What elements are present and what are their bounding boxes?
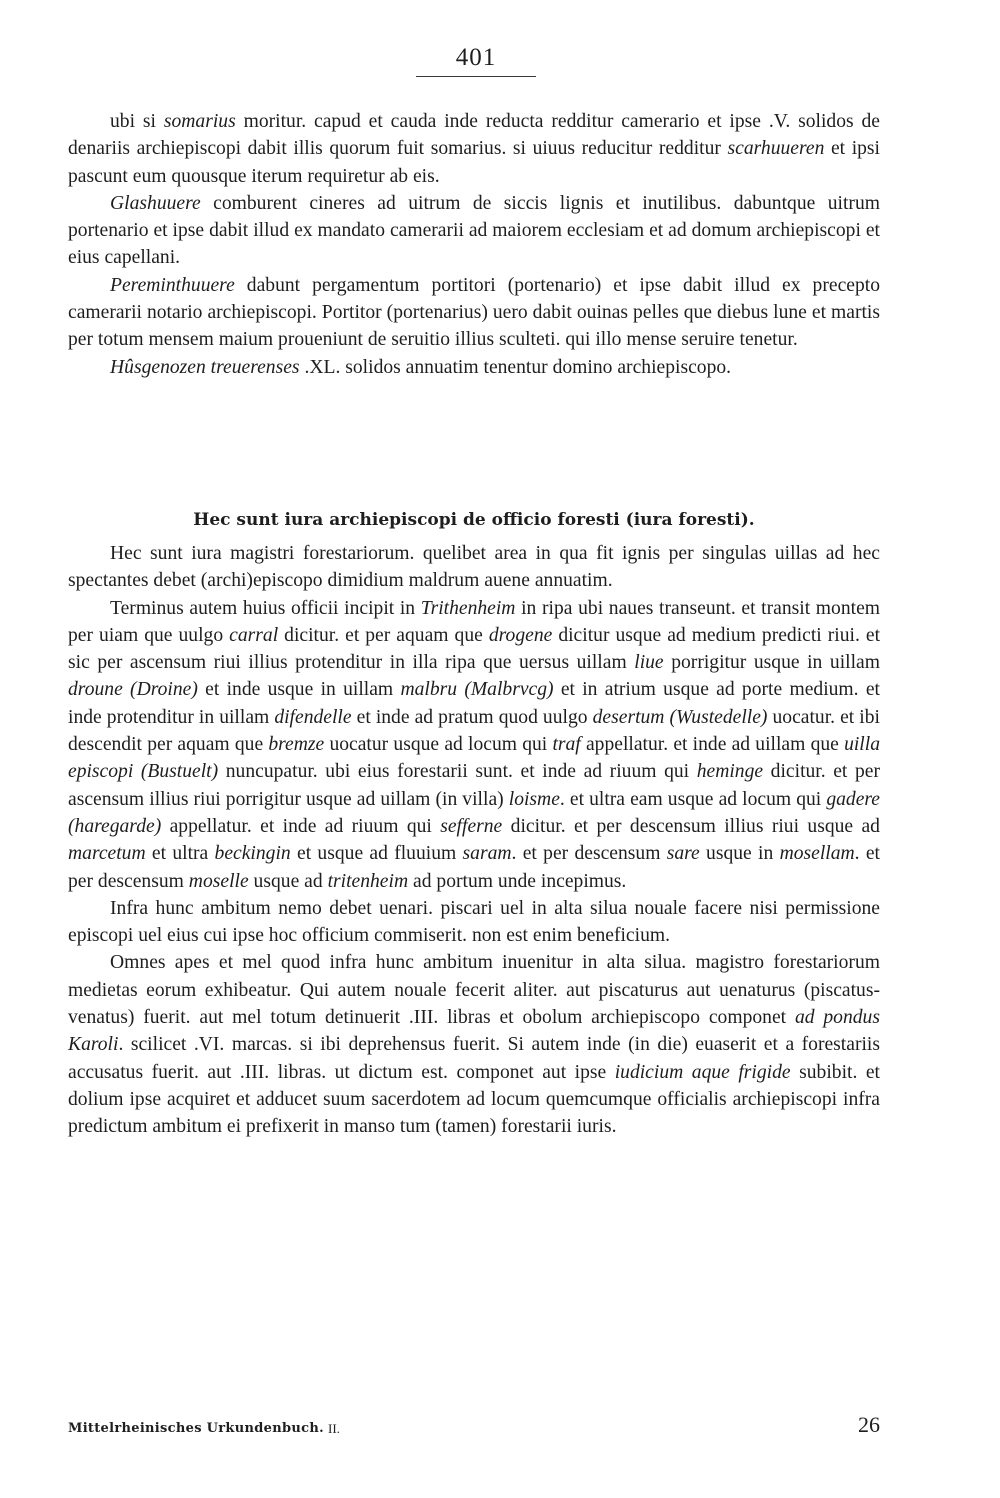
italic-term: somarius	[163, 111, 236, 132]
text-run: appellatur. et inde ad uillam que	[580, 734, 845, 756]
italic-term: Trithenheim	[420, 597, 516, 619]
italic-term: sare	[666, 843, 700, 865]
text-run: et usque ad fluuium	[290, 843, 463, 865]
italic-term: Glashuuere	[110, 192, 201, 214]
italic-term: mosellam	[779, 843, 855, 865]
page-number: 401	[455, 44, 497, 71]
text-run: in ripa ubi naues transeunt. et transit montem per uiam que uulgo	[68, 597, 881, 646]
paragraph	[68, 895, 880, 950]
italic-term: malbru (Malbrvcg)	[400, 679, 554, 701]
italic-term: beckingin	[214, 843, 291, 865]
text-run: ad portum unde incepimus.	[408, 870, 627, 892]
italic-term: tritenheim	[327, 870, 409, 892]
paragraph	[68, 272, 880, 354]
text-run: nuncupatur. ubi eius forestarii sunt. et inde ad riuum qui	[218, 761, 697, 783]
text-run: dicitur. et per aquam que	[278, 624, 489, 646]
text-run: dicitur usque ad medium predicti riui. et sic per ascensum riui illius protenditur in illa ripa que uersus uillam	[68, 624, 881, 674]
text-run: .XL. solidos annuatim tenentur domino archiepiscopo.	[299, 356, 732, 378]
italic-term: Pereminthuuere	[110, 274, 235, 296]
text-block-top	[68, 108, 880, 381]
italic-term: heminge	[696, 761, 764, 783]
text-run: uocatur. et ibi descendit per aquam que	[68, 706, 880, 756]
text-block-bottom	[68, 540, 880, 1141]
italic-term: desertum (Wustedelle)	[592, 706, 768, 728]
text-run: appellatur. et inde ad riuum qui	[161, 815, 441, 837]
text-run: . et per descensum	[511, 843, 667, 865]
italic-term: Hûsgenozen treuerenses	[110, 356, 300, 378]
italic-term: difendelle	[274, 706, 352, 728]
text-run: dabunt pergamentum portitori (portenario) et ipse dabit illud ex precepto camerarii notario archiepiscopi. Portitor (portenarius) uero dabit ouinas pelles que diebus lune et martis per totum mensem maium proueniunt de seruitio illius sculteti. qui illo mense seruire tenetur.	[68, 274, 880, 351]
italic-term: scarhuueren	[727, 138, 825, 160]
italic-term: moselle	[188, 870, 249, 892]
text-run: moritur. capud et cauda inde reducta redditur camerario et ipse .V. solidos de denariis archiepiscopi dabit illis quorum fuit somarius. si uiuus reducitur redditur	[68, 111, 881, 160]
italic-term: carral	[229, 624, 279, 646]
footer-volume: II.	[328, 1421, 340, 1436]
italic-term: uilla episcopi (Bustuelt)	[68, 734, 880, 783]
italic-term: saram	[462, 843, 512, 865]
text-run: . et per descensum	[68, 843, 880, 892]
italic-term: sefferne	[440, 815, 503, 837]
text-run: et inde ad pratum quod uulgo	[351, 706, 593, 728]
paragraph	[68, 354, 880, 381]
text-run: Omnes apes et mel quod infra hunc ambitum inuenitur in alta silua. magistro forestariorum medietas eorum exhibeatur. Qui autem nouale fecerit aliter. aut piscaturus aut uenaturus (piscatus-venatus) fuerit. aut mel totum detinuerit .III. libras et obolum archiepiscopo componet	[68, 952, 880, 1029]
section-heading: Hec sunt iura archiepiscopi de officio foresti (iura foresti).	[193, 510, 755, 530]
text-run: uocatur usque ad locum qui	[324, 734, 553, 756]
text-run: Terminus autem huius officii incipit in	[110, 597, 421, 619]
text-run: . scilicet .VI. marcas. si ibi deprehensus fuerit. Si autem inde (in die) euaserit et a forestariis accusatus fuerit. aut .III. libras. ut dictum est. componet aut ipse	[68, 1034, 880, 1083]
italic-term: loisme	[508, 788, 560, 810]
text-run: et inde usque in uillam	[197, 679, 401, 701]
italic-term: droune (Droine)	[68, 679, 198, 701]
text-run: comburent cineres ad uitrum de siccis lignis et inutilibus. dabuntque uitrum portenario et ipse dabit illud ex mandato camerarii ad maiorem ecclesiam et ad domum archiepiscopi et eius capellani.	[68, 192, 880, 269]
text-run: et ultra	[145, 843, 215, 865]
paragraph	[68, 949, 880, 1140]
text-run: . et ultra eam usque ad locum qui	[559, 788, 827, 810]
italic-term: ad pondus Karoli	[68, 1007, 880, 1056]
text-run: et in atrium usque ad porte medium. et inde protenditur in uillam	[68, 679, 880, 728]
italic-term: bremze	[268, 734, 325, 756]
italic-term: liue	[634, 652, 664, 674]
paragraph	[68, 595, 880, 895]
text-run: Hec sunt iura magistri forestariorum. quelibet area in qua fit ignis per singulas uillas ad hec spectantes debet (archi)episcopo dimidium maldrum auene annuatim.	[68, 543, 880, 592]
text-run: Infra hunc ambitum nemo debet uenari. piscari uel in alta silua nouale facere nisi permissione episcopi uel eius cui ipse hoc officium commiserit. non est enim beneficium.	[68, 897, 880, 947]
text-run: dicitur. et per descensum illius riui usque ad	[502, 815, 880, 837]
text-run: subibit. et dolium ipse acquiret et adducet suum sacerdotem ad locum quemcumque officialis archiepiscopi infra predictum ambitum ei prefixerit in manso tum (tamen) forestarii iuris.	[68, 1061, 880, 1138]
text-run: et ipsi pascunt eum quousque iterum requiretur ab eis.	[68, 138, 880, 187]
page-number-rule	[416, 76, 536, 77]
italic-term: marcetum	[68, 843, 146, 865]
footer-source-title: Mittelrheinisches Urkundenbuch.	[68, 1421, 324, 1436]
italic-term: iudicium aque frigide	[614, 1061, 791, 1083]
italic-term: gadere (haregarde)	[68, 788, 880, 837]
italic-term: drogene	[488, 624, 553, 646]
paragraph	[68, 108, 880, 190]
footer-signature-mark: 26	[858, 1412, 880, 1437]
paragraph	[68, 540, 880, 595]
paragraph	[68, 190, 880, 272]
text-run: porrigitur usque in uillam	[663, 652, 880, 674]
italic-term: traf	[552, 734, 581, 756]
text-run: ubi si	[110, 111, 164, 132]
text-run: usque ad	[248, 870, 328, 892]
text-run: usque in	[699, 843, 780, 865]
text-run: dicitur. et per ascensum illius riui porrigitur usque ad uillam (in villa)	[68, 761, 880, 810]
